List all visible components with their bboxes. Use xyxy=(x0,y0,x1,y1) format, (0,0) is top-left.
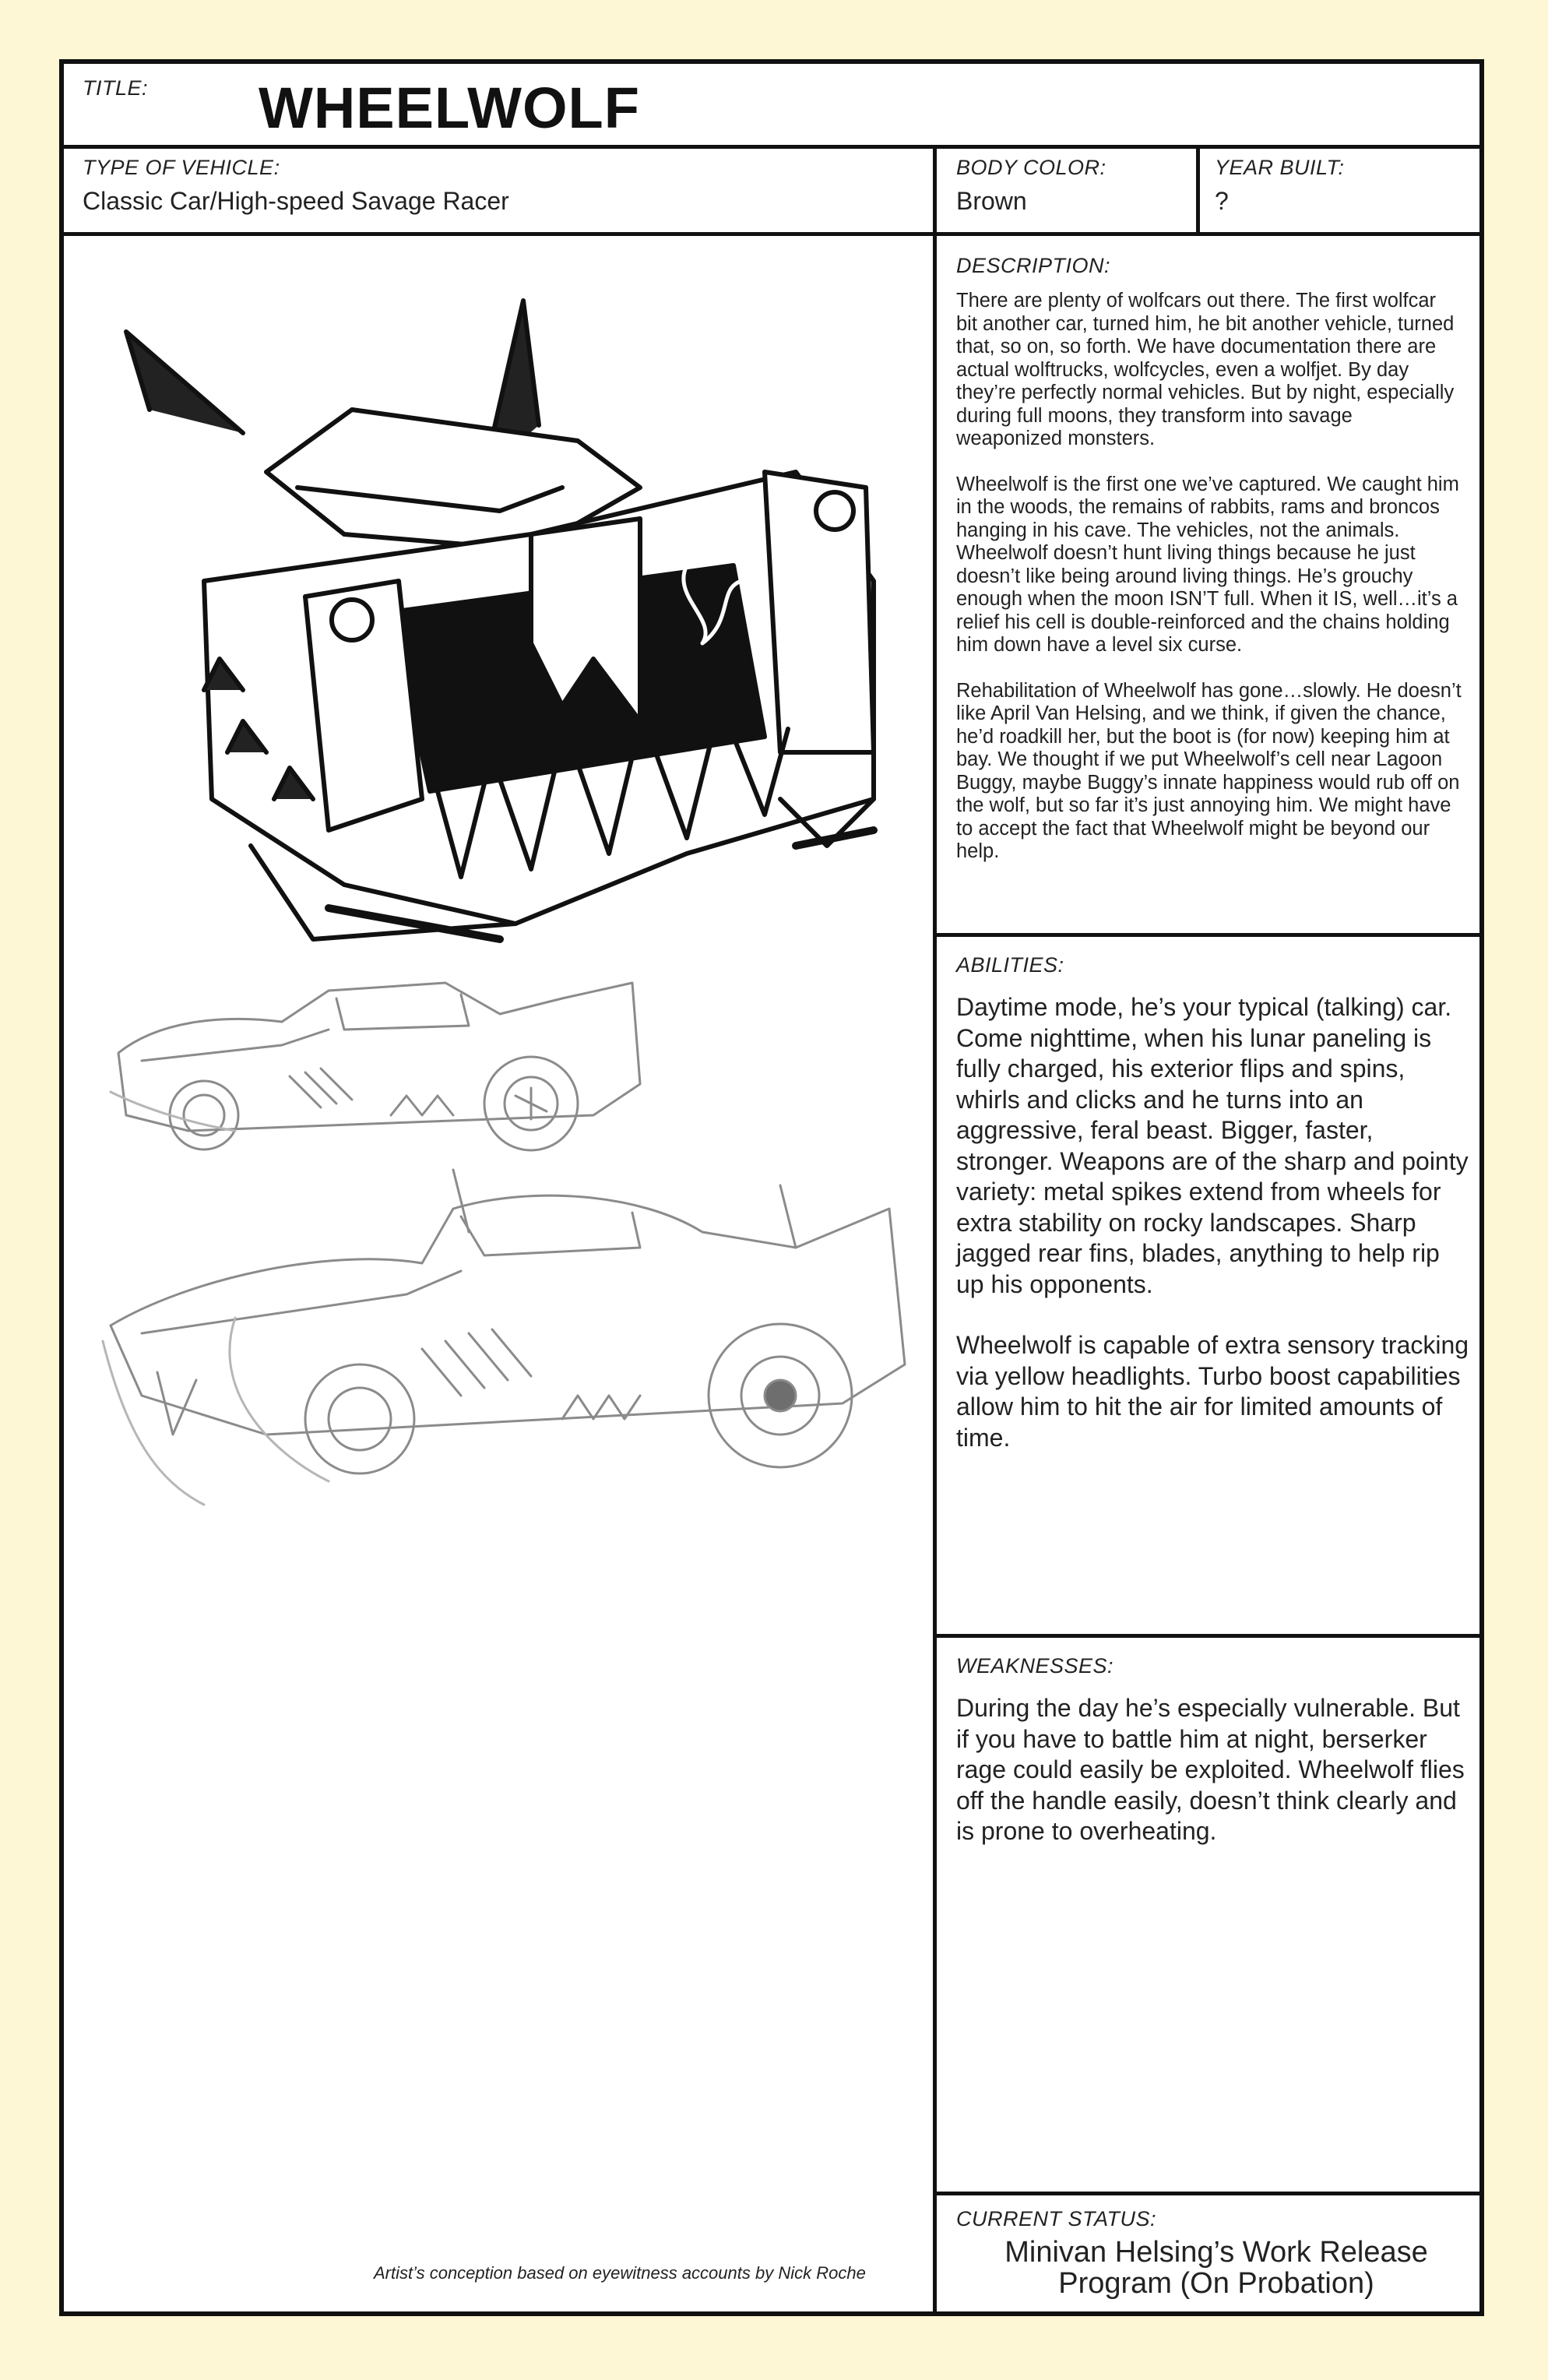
current-status-line-1: Minivan Helsing’s Work Release xyxy=(1004,2236,1428,2269)
title-label: TITLE: xyxy=(83,76,149,100)
divider-abilities xyxy=(933,1634,1479,1638)
character-sheet xyxy=(59,59,1484,2316)
divider-left-column xyxy=(933,145,937,2315)
page-title: WHEELWOLF xyxy=(259,76,640,140)
year-built-value: ? xyxy=(1215,187,1229,215)
divider-title xyxy=(64,145,1479,149)
weaknesses-paragraph: During the day he’s especially vulnerable. But if you have to battle him at night, berserker rage could easily be exploited. Wheelwolf flies off the handle easily, doesn’t think clearly and is prone to overheating. xyxy=(956,1694,1465,1845)
body-color-value: Brown xyxy=(956,187,1027,215)
abilities-paragraph-2: Wheelwolf is capable of extra sensory tracking via yellow headlights. Turbo boost capabilities allow him to hit the air for limited amounts of time. xyxy=(956,1331,1469,1452)
description-paragraph-3: Rehabilitation of Wheelwolf has gone…slowly. He doesn’t like April Van Helsing, and we think, if given the chance, he’d roadkill her, but the boot is (for now) keeping him at bay. We thought if we put Wheelwolf’s cell near Lagoon Buggy, maybe Buggy’s innate happiness would rub off on the wolf, but so far it’s just annoying him. We might have to accept the fact that Wheelwolf might be beyond our help. xyxy=(956,679,1462,862)
vehicle-type-label: TYPE OF VEHICLE: xyxy=(83,156,280,179)
current-status-line-2: Program (On Probation) xyxy=(1058,2267,1374,2300)
body-color-label: BODY COLOR: xyxy=(956,156,1106,179)
wolfcar-pencil-sketch-2 xyxy=(95,1139,920,1528)
divider-weaknesses xyxy=(933,2192,1479,2195)
abilities-paragraph-1: Daytime mode, he’s your typical (talking) car. Come nighttime, when his lunar paneling is fully charged, his exterior flips and spins, whirls and clicks and he turns into an aggressive, feral beast. Bigger, faster, stronger. Weapons are of the sharp and pointy variety: metal spikes extend from wheels for extra stability on rocky landscapes. Sharp jagged rear fins, blades, anything to help rip up his opponents. xyxy=(956,993,1469,1298)
description-label: DESCRIPTION: xyxy=(956,254,1111,277)
divider-header xyxy=(64,232,1479,236)
divider-color-year xyxy=(1196,145,1200,232)
abilities-text xyxy=(956,992,1470,1484)
year-built-label: YEAR BUILT: xyxy=(1215,156,1345,179)
abilities-label: ABILITIES: xyxy=(956,953,1064,977)
vehicle-type-value: Classic Car/High-speed Savage Racer xyxy=(83,187,509,215)
current-status-label: CURRENT STATUS: xyxy=(956,2207,1156,2230)
weaknesses-label: WEAKNESSES: xyxy=(956,1654,1114,1678)
wolfcar-ink-illustration xyxy=(95,254,920,955)
description-text xyxy=(956,290,1462,886)
weaknesses-text xyxy=(956,1693,1470,1878)
current-status-value xyxy=(967,2237,1465,2299)
divider-description xyxy=(933,933,1479,937)
description-paragraph-1: There are plenty of wolfcars out there. The first wolfcar bit another car, turned him, he bit another vehicle, turned that, so on, so forth. We have documentation there are actual wolftrucks, wolfcycles, even a wolfjet. By day they’re perfectly normal vehicles. But by night, especially during full moons, they transform into savage weaponized monsters. xyxy=(956,290,1455,449)
description-paragraph-2: Wheelwolf is the first one we’ve captured. We caught him in the woods, the remains of rabbits, rams and broncos hanging in his cave. The vehicles, not the animals. Wheelwolf doesn’t hunt living things because he just doesn’t like being around living things. He’s grouchy enough when the moon ISN’T full. When it IS, well…it’s a relief his cell is double-reinforced and the chains holding him down have a level six curse. xyxy=(956,473,1459,656)
artist-credit: Artist’s conception based on eyewitness accounts by Nick Roche xyxy=(374,2263,866,2283)
